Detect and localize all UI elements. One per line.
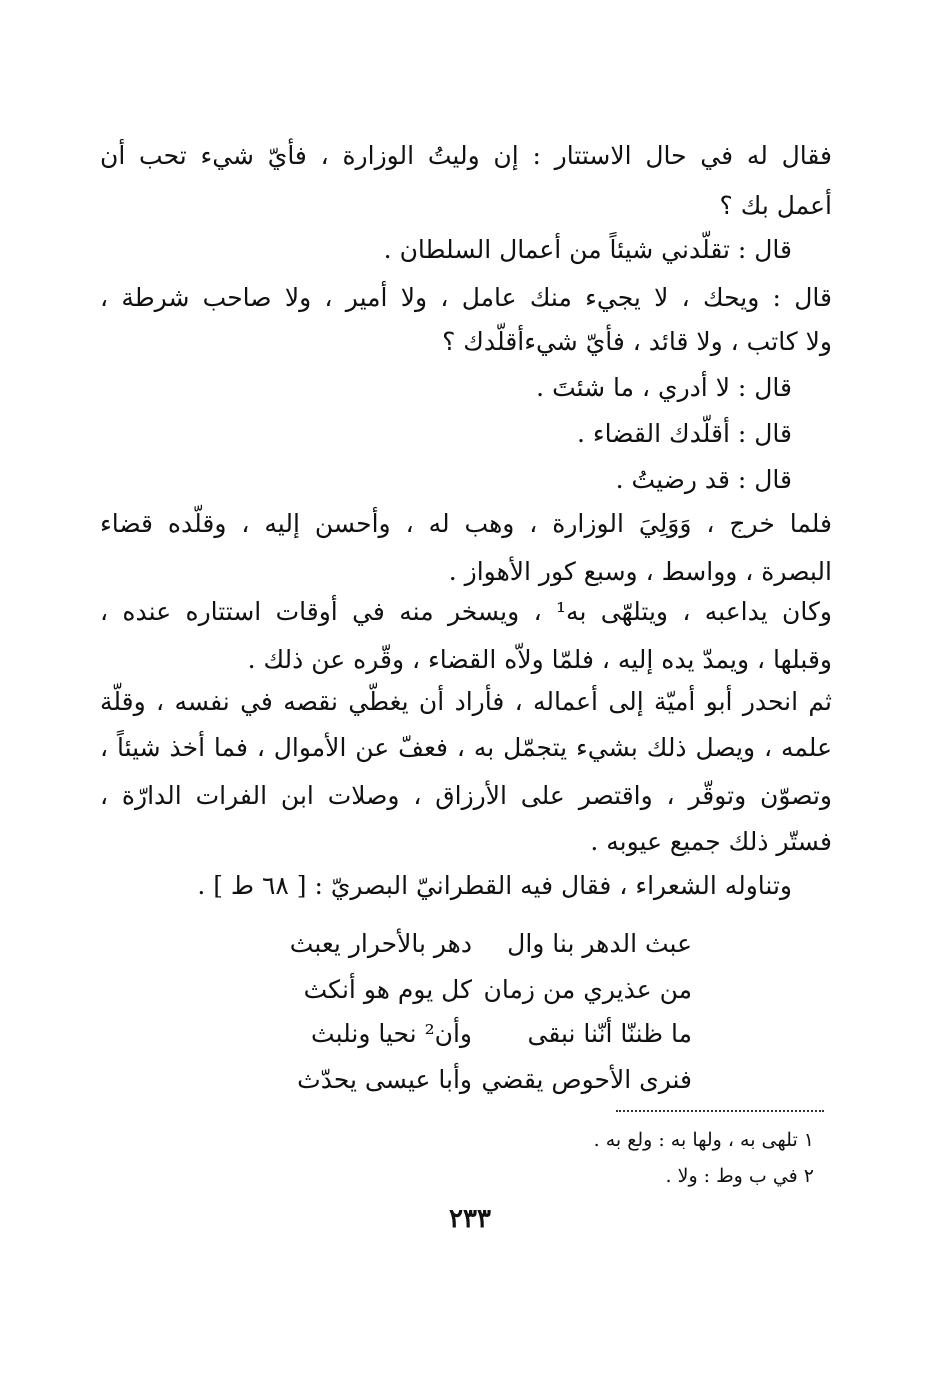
text-line: ولا كاتب ، ولا قائد ، فأيّ شيءأقلّدك ؟ <box>442 327 832 356</box>
verse-second-hemistich: دهر بالأحرار يعبث <box>289 929 472 958</box>
text-line: قال : أقلّدك القضاء . <box>576 419 792 448</box>
text-line: قال : لا أدري ، ما شئتَ . <box>536 373 792 402</box>
text-line: وقبلها ، ويمدّ يده إليه ، فلمّا ولاّه القضاء ، وقّره عن ذلك . <box>247 645 832 674</box>
verse-first-hemistich: من عذيري من زمان <box>483 975 692 1004</box>
text-line: ثم انحدر أبو أميّة إلى أعماله ، فأراد أن يغطّي نقصه في نفسه ، وقلّة <box>100 687 832 716</box>
text-line: أعمل بك ؟ <box>719 191 832 220</box>
text-line: البصرة ، وواسط ، وسبع كور الأهواز . <box>448 557 832 586</box>
text-line: وتناوله الشعراء ، فقال فيه القطرانيّ البصريّ : [ ٦٨ ط ] . <box>197 871 792 900</box>
verse-first-hemistich: فنرى الأحوص يقضي <box>481 1065 692 1094</box>
verse-second-hemistich: وأن² نحيا ونلبث <box>311 1019 472 1048</box>
text-line: قال : قد رضيتُ . <box>615 465 792 494</box>
text-line: فقال له في حال الاستتار : إن وليتُ الوزارة ، فأيّ شيء تحب أن <box>100 141 832 170</box>
footnote: ١ تلهى به ، ولها به : ولع به . <box>593 1129 814 1151</box>
verse-first-hemistich: عبث الدهر بنا وال <box>507 929 692 958</box>
text-line: فستّر ذلك جميع عيوبه . <box>590 827 832 856</box>
footnote-divider <box>616 1110 824 1112</box>
text-line: فلما خرج ، وَوَلِيَ الوزارة ، وهب له ، وأحسن إليه ، وقلّده قضاء <box>100 509 832 538</box>
page-number: ٢٣٣ <box>449 1204 491 1234</box>
text-line: قال : ويحك ، لا يجيء منك عامل ، ولا أمير ، ولا صاحب شرطة ، <box>100 283 832 312</box>
text-line: وكان يداعبه ، ويتلهّى به¹ ، ويسخر منه في أوقات استتاره عنده ، <box>100 597 832 626</box>
verse-second-hemistich: كل يوم هو أنكث <box>303 975 472 1004</box>
verse-first-hemistich: ما ظننّا أنّنا نبقى <box>527 1019 692 1048</box>
footnote: ٢ في ب وط : ولا . <box>665 1165 814 1187</box>
text-line: قال : تقلّدني شيئاً من أعمال السلطان . <box>383 235 792 264</box>
text-line: وتصوّن وتوقّر ، واقتصر على الأرزاق ، وصلات ابن الفرات الدارّة ، <box>100 781 832 810</box>
verse-second-hemistich: وأبا عيسى يحدّث <box>297 1065 472 1094</box>
text-line: علمه ، ويصل ذلك بشيء يتجمّل به ، فعفّ عن الأموال ، فما أخذ شيئاً ، <box>100 733 832 762</box>
